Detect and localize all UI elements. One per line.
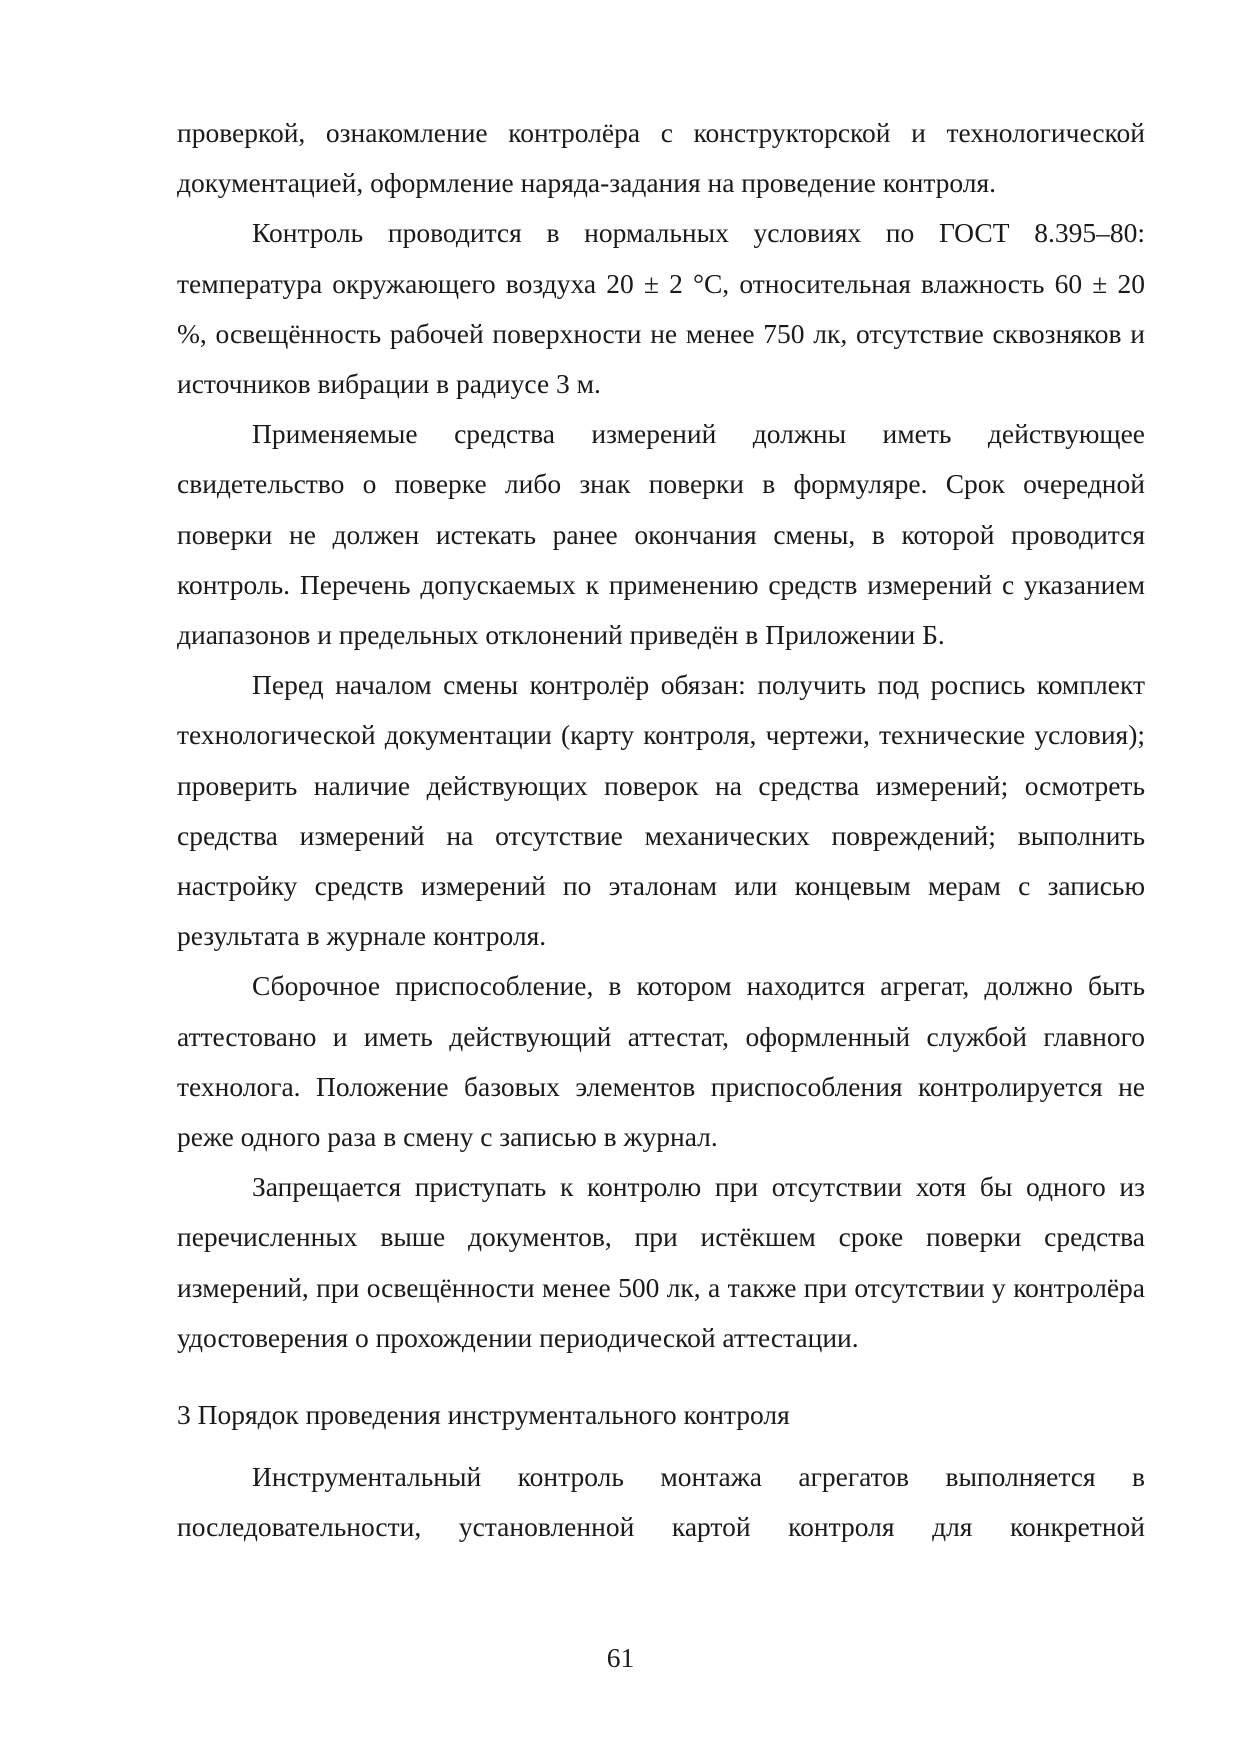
- paragraph-procedure: Инструментальный контроль монтажа агрегатов выполняется в последовательности, установленной картой контроля для конкретной: [177, 1461, 1145, 1543]
- paragraph-shift-start: Перед началом смены контролёр обязан: получить под роспись комплект технологической документации (карту контроля, чертежи, технические условия); проверить наличие действующих поверок на средства измерений; осмотреть средства измерений на отсутствие механических повреждений; выполнить настройку средств измерений по эталонам или концевым мерам с записью результата в журнале контроля.: [177, 669, 1145, 952]
- paragraph-fixture: Сборочное приспособление, в котором находится агрегат, должно быть аттестовано и иметь действующий аттестат, оформленный службой главного технолога. Положение базовых элементов приспособления контролируется не реже одного раза в смену с записью в журнал.: [177, 970, 1145, 1153]
- paragraph-continuation: проверкой, ознакомление контролёра с конструкторской и технологической документацией, оформление наряда-задания на проведение контроля.: [177, 117, 1145, 199]
- paragraph-instruments: Применяемые средства измерений должны иметь действующее свидетельство о поверке либо знак поверки в формуляре. Срок очередной поверки не должен истекать ранее окончания смены, в которой проводится контроль. Перечень допускаемых к применению средств измерений с указанием диапазонов и предельных отклонений приведён в Приложении Б.: [177, 418, 1145, 651]
- page-body: [177, 108, 1145, 1552]
- section-heading: 3 Порядок проведения инструментального контроля: [177, 1399, 790, 1431]
- paragraph-conditions: Контроль проводится в нормальных условиях по ГОСТ 8.395–80: температура окружающего воздуха 20 ± 2 °С, относительная влажность 60 ± 20 %, освещённость рабочей поверхности не менее 750 лк, отсутствие сквозняков и источников вибрации в радиусе 3 м.: [177, 217, 1145, 400]
- page-number: 61: [606, 1642, 635, 1673]
- paragraph-prohibition: Запрещается приступать к контролю при отсутствии хотя бы одного из перечисленных выше документов, при истёкшем сроке поверки средства измерений, при освещённости менее 500 лк, а также при отсутствии у контролёра удостоверения о прохождении периодической аттестации.: [177, 1171, 1145, 1353]
